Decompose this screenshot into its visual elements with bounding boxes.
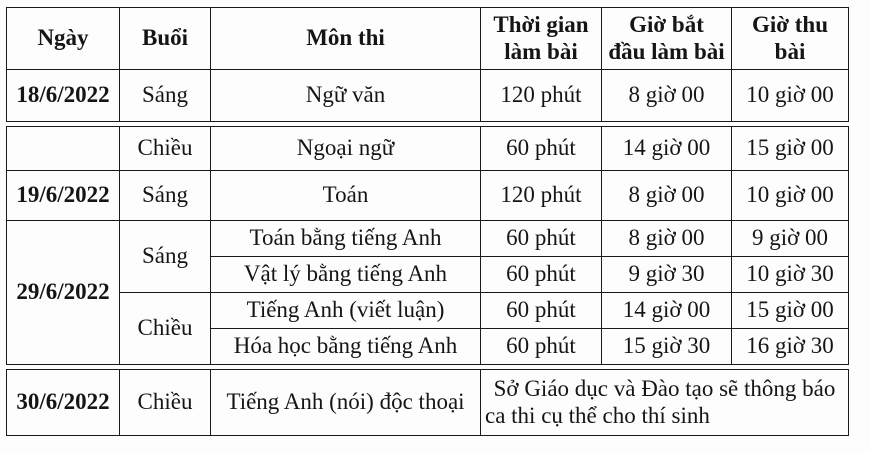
duration-cell: 120 phút — [481, 70, 602, 122]
subject-cell: Hóa học bằng tiếng Anh — [211, 329, 481, 365]
session-cell: Chiều — [120, 293, 211, 365]
header-start-time — [602, 8, 732, 70]
date-cell: 29/6/2022 — [7, 221, 120, 365]
duration-cell: 60 phút — [481, 257, 602, 293]
note-cell: Sở Giáo dục và Đào tạo sẽ thông báo ca thi cụ thể cho thí sinh — [481, 370, 849, 436]
header-duration — [481, 8, 602, 70]
duration-cell: 60 phút — [481, 221, 602, 257]
start-time-cell: 15 giờ 30 — [602, 329, 732, 365]
header-date: Ngày — [7, 8, 120, 70]
end-time-cell: 15 giờ 00 — [732, 293, 849, 329]
session-cell: Chiều — [120, 370, 211, 436]
subject-cell: Toán — [211, 171, 481, 221]
table-row — [7, 171, 849, 221]
subject-cell: Ngoại ngữ — [211, 127, 481, 171]
header-start-line2: đầu làm bài — [608, 38, 725, 64]
header-duration-line1: Thời gian — [493, 12, 589, 38]
header-session: Buổi — [120, 8, 211, 70]
start-time-cell: 8 giờ 00 — [602, 171, 732, 221]
exam-schedule-table — [6, 7, 849, 436]
subject-cell: Toán bằng tiếng Anh — [211, 221, 481, 257]
start-time-cell: 14 giờ 00 — [602, 293, 732, 329]
header-end-time — [732, 8, 849, 70]
table-row — [7, 293, 849, 329]
end-time-cell: 16 giờ 30 — [732, 329, 849, 365]
duration-cell: 60 phút — [481, 329, 602, 365]
duration-cell: 60 phút — [481, 127, 602, 171]
header-subject: Môn thi — [211, 8, 481, 70]
start-time-cell: 9 giờ 30 — [602, 257, 732, 293]
subject-cell: Vật lý bằng tiếng Anh — [211, 257, 481, 293]
table-row — [7, 370, 849, 436]
table-row — [7, 221, 849, 257]
duration-cell: 120 phút — [481, 171, 602, 221]
header-row — [7, 8, 849, 70]
date-cell — [7, 127, 120, 171]
date-cell: 18/6/2022 — [7, 70, 120, 122]
start-time-cell: 14 giờ 00 — [602, 127, 732, 171]
subject-cell: Ngữ văn — [211, 70, 481, 122]
duration-cell: 60 phút — [481, 293, 602, 329]
table-row — [7, 127, 849, 171]
session-cell: Chiều — [120, 127, 211, 171]
start-time-cell: 8 giờ 00 — [602, 70, 732, 122]
subject-cell: Tiếng Anh (nói) độc thoại — [211, 370, 481, 436]
end-time-cell: 10 giờ 00 — [732, 171, 849, 221]
end-time-cell: 9 giờ 00 — [732, 221, 849, 257]
date-cell: 19/6/2022 — [7, 171, 120, 221]
end-time-cell: 10 giờ 00 — [732, 70, 849, 122]
session-cell: Sáng — [120, 171, 211, 221]
header-end-line2: bài — [774, 38, 806, 64]
start-time-cell: 8 giờ 00 — [602, 221, 732, 257]
session-cell: Sáng — [120, 70, 211, 122]
date-cell: 30/6/2022 — [7, 370, 120, 436]
session-cell: Sáng — [120, 221, 211, 293]
header-end-line1: Giờ thu — [751, 12, 828, 38]
end-time-cell: 15 giờ 00 — [732, 127, 849, 171]
subject-cell: Tiếng Anh (viết luận) — [211, 293, 481, 329]
table-row — [7, 70, 849, 122]
header-duration-line2: làm bài — [504, 38, 578, 64]
end-time-cell: 10 giờ 30 — [732, 257, 849, 293]
header-start-line1: Giờ bắt — [629, 12, 704, 38]
